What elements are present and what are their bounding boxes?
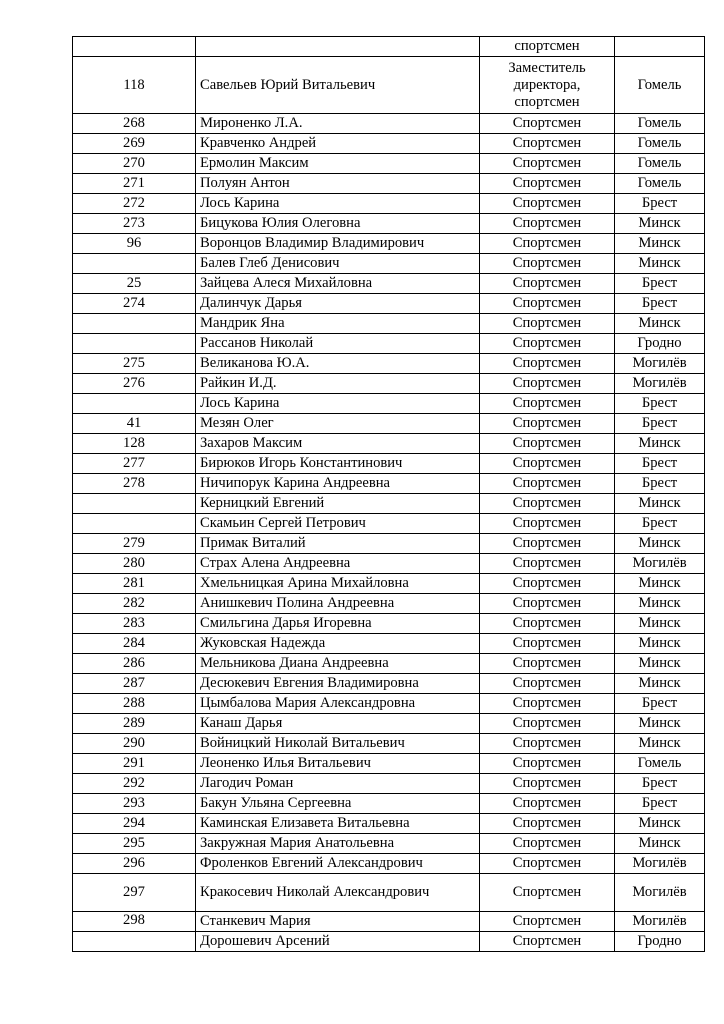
- row-number-cell: 273: [73, 214, 196, 234]
- table-row: [73, 234, 705, 254]
- city-cell: Минск: [615, 314, 705, 334]
- row-number-cell: 295: [73, 834, 196, 854]
- role-cell: Спортсмен: [480, 254, 615, 274]
- role-cell: Спортсмен: [480, 214, 615, 234]
- row-number-cell: 271: [73, 174, 196, 194]
- city-cell: Минск: [615, 614, 705, 634]
- row-number-cell: 270: [73, 154, 196, 174]
- row-number-cell: 277: [73, 454, 196, 474]
- role-cell: Спортсмен: [480, 854, 615, 874]
- name-cell: Жуковская Надежда: [196, 634, 480, 654]
- row-number-cell: [73, 394, 196, 414]
- row-number-cell: 297: [73, 874, 196, 912]
- city-cell: Брест: [615, 474, 705, 494]
- city-cell: Гродно: [615, 932, 705, 952]
- name-cell: Бакун Ульяна Сергеевна: [196, 794, 480, 814]
- row-number-cell: 272: [73, 194, 196, 214]
- role-cell: Спортсмен: [480, 634, 615, 654]
- role-cell: Спортсмен: [480, 314, 615, 334]
- role-cell: Спортсмен: [480, 814, 615, 834]
- name-cell: Зайцева Алеся Михайловна: [196, 274, 480, 294]
- name-cell: Дорошевич Арсений: [196, 932, 480, 952]
- table-row: [73, 334, 705, 354]
- row-number-cell: 283: [73, 614, 196, 634]
- table-row: [73, 434, 705, 454]
- row-number-cell: 289: [73, 714, 196, 734]
- row-number-cell: 281: [73, 574, 196, 594]
- name-cell: Лось Карина: [196, 394, 480, 414]
- role-cell: Спортсмен: [480, 932, 615, 952]
- city-cell: Могилёв: [615, 554, 705, 574]
- city-cell: Брест: [615, 514, 705, 534]
- role-cell: Спортсмен: [480, 874, 615, 912]
- table-row: [73, 834, 705, 854]
- row-number-cell: 96: [73, 234, 196, 254]
- role-cell: Спортсмен: [480, 754, 615, 774]
- role-cell: Спортсмен: [480, 614, 615, 634]
- row-number-cell: [73, 932, 196, 952]
- table-row: [73, 394, 705, 414]
- table-row: [73, 534, 705, 554]
- role-cell: Спортсмен: [480, 334, 615, 354]
- table-row: [73, 57, 705, 114]
- table-row: [73, 874, 705, 912]
- table-row: [73, 194, 705, 214]
- city-cell: Гродно: [615, 334, 705, 354]
- table-row: [73, 514, 705, 534]
- row-number-cell: 276: [73, 374, 196, 394]
- name-cell: Ничипорук Карина Андреевна: [196, 474, 480, 494]
- table-row: [73, 814, 705, 834]
- table-row: [73, 314, 705, 334]
- city-cell: Гомель: [615, 154, 705, 174]
- city-cell: Минск: [615, 434, 705, 454]
- table-row: [73, 454, 705, 474]
- row-number-cell: 278: [73, 474, 196, 494]
- role-cell: Спортсмен: [480, 174, 615, 194]
- city-cell: Минск: [615, 214, 705, 234]
- name-cell: Цымбалова Мария Александровна: [196, 694, 480, 714]
- name-cell: Великанова Ю.А.: [196, 354, 480, 374]
- city-cell: Могилёв: [615, 854, 705, 874]
- role-cell: Спортсмен: [480, 594, 615, 614]
- city-cell: Минск: [615, 674, 705, 694]
- table-row: [73, 574, 705, 594]
- table-row: [73, 932, 705, 952]
- name-cell: Полуян Антон: [196, 174, 480, 194]
- row-number-cell: 274: [73, 294, 196, 314]
- row-number-cell: 293: [73, 794, 196, 814]
- city-cell: Минск: [615, 234, 705, 254]
- table-row: [73, 854, 705, 874]
- city-cell: Брест: [615, 194, 705, 214]
- city-cell: Гомель: [615, 174, 705, 194]
- row-number-cell: 268: [73, 114, 196, 134]
- role-cell: Спортсмен: [480, 514, 615, 534]
- name-cell: Балев Глеб Денисович: [196, 254, 480, 274]
- name-cell: Страх Алена Андреевна: [196, 554, 480, 574]
- table-row: [73, 294, 705, 314]
- city-cell: Минск: [615, 534, 705, 554]
- role-cell: Спортсмен: [480, 474, 615, 494]
- row-number-cell: 280: [73, 554, 196, 574]
- name-cell: Воронцов Владимир Владимирович: [196, 234, 480, 254]
- city-cell: Могилёв: [615, 374, 705, 394]
- name-cell: Закружная Мария Анатольевна: [196, 834, 480, 854]
- row-number-cell: [73, 334, 196, 354]
- table-row: [73, 714, 705, 734]
- row-number-cell: 288: [73, 694, 196, 714]
- city-cell: Брест: [615, 394, 705, 414]
- role-cell: Спортсмен: [480, 734, 615, 754]
- row-number-cell: 128: [73, 434, 196, 454]
- row-number-cell: 269: [73, 134, 196, 154]
- city-cell: Брест: [615, 774, 705, 794]
- city-cell: Гомель: [615, 57, 705, 114]
- row-number-cell: [73, 37, 196, 57]
- row-number-cell: 275: [73, 354, 196, 374]
- role-cell: Спортсмен: [480, 694, 615, 714]
- name-cell: Кракосевич Николай Александрович: [196, 874, 480, 912]
- role-cell: Спортсмен: [480, 774, 615, 794]
- city-cell: Минск: [615, 834, 705, 854]
- city-cell: Минск: [615, 574, 705, 594]
- table-row: [73, 474, 705, 494]
- role-cell: Спортсмен: [480, 234, 615, 254]
- role-cell: Спортсмен: [480, 714, 615, 734]
- city-cell: Минск: [615, 494, 705, 514]
- table-row: [73, 354, 705, 374]
- row-number-cell: [73, 494, 196, 514]
- city-cell: Минск: [615, 814, 705, 834]
- name-cell: Мезян Олег: [196, 414, 480, 434]
- table-row: [73, 414, 705, 434]
- city-cell: Гомель: [615, 754, 705, 774]
- table-row: [73, 254, 705, 274]
- role-cell: Спортсмен: [480, 912, 615, 932]
- role-cell: Спортсмен: [480, 374, 615, 394]
- name-cell: Канаш Дарья: [196, 714, 480, 734]
- role-cell: Спортсмен: [480, 394, 615, 414]
- row-number-cell: [73, 254, 196, 274]
- city-cell: Брест: [615, 294, 705, 314]
- role-cell: Спортсмен: [480, 454, 615, 474]
- city-cell: Могилёв: [615, 912, 705, 932]
- city-cell: Минск: [615, 734, 705, 754]
- table-row: [73, 214, 705, 234]
- name-cell: Лагодич Роман: [196, 774, 480, 794]
- role-cell: спортсмен: [480, 37, 615, 57]
- table-row: [73, 594, 705, 614]
- name-cell: Бирюков Игорь Константинович: [196, 454, 480, 474]
- name-cell: Скамьин Сергей Петрович: [196, 514, 480, 534]
- row-number-cell: 279: [73, 534, 196, 554]
- table-row: [73, 654, 705, 674]
- role-cell: Заместитель директора, спортсмен: [480, 57, 615, 114]
- table-row: [73, 37, 705, 57]
- role-cell: Спортсмен: [480, 194, 615, 214]
- row-number-cell: [73, 514, 196, 534]
- row-number-cell: 25: [73, 274, 196, 294]
- table-row: [73, 774, 705, 794]
- role-cell: Спортсмен: [480, 354, 615, 374]
- row-number-cell: [73, 314, 196, 334]
- city-cell: Могилёв: [615, 354, 705, 374]
- name-cell: Мироненко Л.А.: [196, 114, 480, 134]
- name-cell: Станкевич Мария: [196, 912, 480, 932]
- role-cell: Спортсмен: [480, 834, 615, 854]
- role-cell: Спортсмен: [480, 674, 615, 694]
- city-cell: Могилёв: [615, 874, 705, 912]
- name-cell: Далинчук Дарья: [196, 294, 480, 314]
- name-cell: Кравченко Андрей: [196, 134, 480, 154]
- table-row: [73, 614, 705, 634]
- name-cell: Райкин И.Д.: [196, 374, 480, 394]
- participants-table-body: [73, 37, 705, 952]
- role-cell: Спортсмен: [480, 794, 615, 814]
- role-cell: Спортсмен: [480, 434, 615, 454]
- city-cell: Гомель: [615, 134, 705, 154]
- name-cell: [196, 37, 480, 57]
- table-row: [73, 694, 705, 714]
- name-cell: Лось Карина: [196, 194, 480, 214]
- city-cell: Минск: [615, 714, 705, 734]
- city-cell: Брест: [615, 414, 705, 434]
- city-cell: Брест: [615, 274, 705, 294]
- table-row: [73, 554, 705, 574]
- name-cell: Захаров Максим: [196, 434, 480, 454]
- city-cell: Брест: [615, 794, 705, 814]
- table-row: [73, 494, 705, 514]
- name-cell: Савельев Юрий Витальевич: [196, 57, 480, 114]
- city-cell: Брест: [615, 694, 705, 714]
- city-cell: Минск: [615, 594, 705, 614]
- name-cell: Мандрик Яна: [196, 314, 480, 334]
- table-row: [73, 174, 705, 194]
- row-number-cell: 296: [73, 854, 196, 874]
- name-cell: Смильгина Дарья Игоревна: [196, 614, 480, 634]
- name-cell: Мельникова Диана Андреевна: [196, 654, 480, 674]
- name-cell: Анишкевич Полина Андреевна: [196, 594, 480, 614]
- role-cell: Спортсмен: [480, 574, 615, 594]
- name-cell: Рассанов Николай: [196, 334, 480, 354]
- row-number-cell: 284: [73, 634, 196, 654]
- role-cell: Спортсмен: [480, 534, 615, 554]
- table-row: [73, 634, 705, 654]
- name-cell: Хмельницкая Арина Михайловна: [196, 574, 480, 594]
- table-row: [73, 154, 705, 174]
- table-row: [73, 912, 705, 932]
- row-number-cell: 286: [73, 654, 196, 674]
- table-row: [73, 674, 705, 694]
- name-cell: Десюкевич Евгения Владимировна: [196, 674, 480, 694]
- role-cell: Спортсмен: [480, 494, 615, 514]
- name-cell: Фроленков Евгений Александрович: [196, 854, 480, 874]
- name-cell: Керницкий Евгений: [196, 494, 480, 514]
- name-cell: Бицукова Юлия Олеговна: [196, 214, 480, 234]
- participants-table: [72, 36, 705, 952]
- row-number-cell: 287: [73, 674, 196, 694]
- row-number-cell: 290: [73, 734, 196, 754]
- table-row: [73, 274, 705, 294]
- name-cell: Леоненко Илья Витальевич: [196, 754, 480, 774]
- role-cell: Спортсмен: [480, 114, 615, 134]
- city-cell: Брест: [615, 454, 705, 474]
- row-number-cell: 298: [73, 912, 196, 932]
- role-cell: Спортсмен: [480, 154, 615, 174]
- city-cell: Минск: [615, 634, 705, 654]
- table-row: [73, 794, 705, 814]
- city-cell: [615, 37, 705, 57]
- city-cell: Гомель: [615, 114, 705, 134]
- table-row: [73, 754, 705, 774]
- role-cell: Спортсмен: [480, 134, 615, 154]
- name-cell: Войницкий Николай Витальевич: [196, 734, 480, 754]
- city-cell: Минск: [615, 254, 705, 274]
- row-number-cell: 292: [73, 774, 196, 794]
- role-cell: Спортсмен: [480, 294, 615, 314]
- table-row: [73, 134, 705, 154]
- row-number-cell: 282: [73, 594, 196, 614]
- row-number-cell: 41: [73, 414, 196, 434]
- table-row: [73, 734, 705, 754]
- role-cell: Спортсмен: [480, 654, 615, 674]
- name-cell: Каминская Елизавета Витальевна: [196, 814, 480, 834]
- row-number-cell: 294: [73, 814, 196, 834]
- city-cell: Минск: [615, 654, 705, 674]
- role-cell: Спортсмен: [480, 274, 615, 294]
- role-cell: Спортсмен: [480, 554, 615, 574]
- row-number-cell: 118: [73, 57, 196, 114]
- name-cell: Ермолин Максим: [196, 154, 480, 174]
- table-row: [73, 114, 705, 134]
- role-cell: Спортсмен: [480, 414, 615, 434]
- name-cell: Примак Виталий: [196, 534, 480, 554]
- table-row: [73, 374, 705, 394]
- row-number-cell: 291: [73, 754, 196, 774]
